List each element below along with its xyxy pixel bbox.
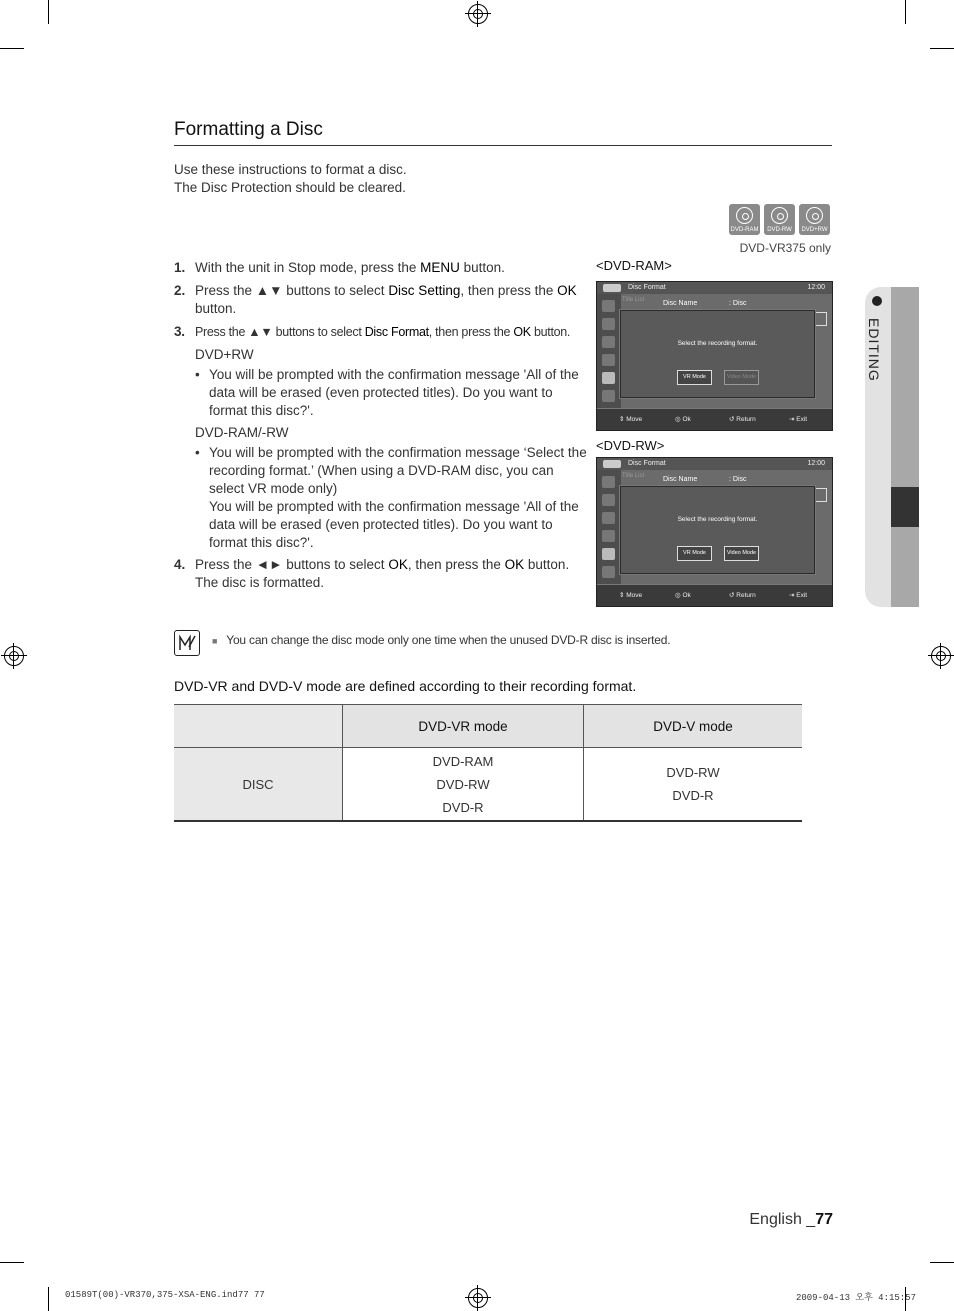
disc-icon: [603, 284, 621, 292]
screen-footer: [597, 584, 832, 607]
menu-sidebar: [597, 470, 621, 584]
mode-table: [174, 704, 802, 822]
list-item: • You will be prompted with the confirmation message ‘Select the recording format.’ (When using a DVD-RAM disc, you can select VR mode only): [195, 445, 587, 496]
gear-icon[interactable]: [602, 390, 615, 402]
vr-mode-button[interactable]: VR Mode: [677, 546, 712, 561]
exit-hint: ⇥ Exit: [789, 416, 808, 423]
chapter-tab-strip: [891, 527, 919, 607]
table-header-v: DVD-V mode: [584, 705, 803, 748]
screen-header: Disc Format 12:00: [597, 282, 832, 294]
table-header-empty: [174, 705, 343, 748]
return-hint: ↺ Return: [729, 416, 756, 423]
intro-text: [174, 161, 407, 197]
timer-icon[interactable]: [602, 354, 615, 366]
dvd-plus-rw-heading: DVD+RW: [195, 347, 254, 362]
ok-hint: ◎ Ok: [675, 416, 691, 423]
step-3: 3. Press the ▲▼ buttons to select Disc Format, then press the OK button.: [174, 324, 571, 339]
format-dialog: [620, 310, 815, 398]
video-mode-button[interactable]: Video Mode: [724, 546, 759, 561]
table-header-row: [174, 705, 802, 748]
disc-setting-icon[interactable]: [602, 548, 615, 560]
registration-mark-icon: [468, 4, 488, 24]
crop-mark: [0, 1262, 24, 1263]
registration-mark-icon: [468, 1288, 488, 1308]
dialog-message: Select the recording format.: [677, 516, 758, 523]
registration-mark-icon: [931, 646, 951, 666]
list-item: • You will be prompted with the confirmation message 'All of the data will be erased (even protected titles). Do you want to format this disc?'.: [195, 367, 579, 418]
chapter-tab-marker: [891, 487, 919, 527]
exit-hint: ⇥ Exit: [789, 592, 808, 599]
dvd-plus-rw-section: [195, 346, 590, 420]
table-cell-v: DVD-RW DVD-R: [584, 748, 803, 822]
video-mode-button[interactable]: Video Mode: [724, 370, 759, 385]
section-subheading: DVD-VR and DVD-V mode are defined according to their recording format.: [174, 678, 637, 694]
step-1: 1. With the unit in Stop mode, press the MENU button.: [174, 260, 505, 275]
move-hint: ⇕ Move: [619, 416, 643, 423]
edit-icon[interactable]: [602, 336, 615, 348]
list-item: You will be prompted with the confirmation message 'All of the data will be erased (even protected titles). Do you want to format this disc?'.: [209, 499, 579, 550]
crop-mark: [905, 0, 906, 24]
tv-screen-dvd-rw: Disc Format 12:00 Title List Disc Name : Disc Select the recording format. VR Mode Video Mode ⇕ Move ◎ Ok ↺ Return ⇥ Exit: [596, 457, 833, 607]
ok-hint: ◎ Ok: [675, 592, 691, 599]
screen-header: Disc Format 12:00: [597, 458, 832, 470]
step-4: 4. Press the ◄► buttons to select OK, then press the OK button. The disc is formatted.: [174, 557, 570, 590]
bullet-icon: [872, 296, 882, 306]
clock: 12:00: [807, 460, 825, 467]
dvd-plus-rw-disc-icon: DVD+RW: [799, 204, 830, 235]
table-header-vr: DVD-VR mode: [343, 705, 584, 748]
playlist-icon[interactable]: [602, 494, 615, 506]
title-list-icon[interactable]: [602, 476, 615, 488]
gear-icon[interactable]: [602, 566, 615, 578]
format-dialog: [620, 486, 815, 574]
clock: 12:00: [807, 284, 825, 291]
move-hint: ⇕ Move: [619, 592, 643, 599]
return-hint: ↺ Return: [729, 592, 756, 599]
menu-sidebar: [597, 294, 621, 408]
note-text: ■ You can change the disc mode only one time when the unused DVD-R disc is inserted.: [212, 633, 671, 647]
crop-mark: [930, 48, 954, 49]
screen-label-dvd-ram: <DVD-RAM>: [596, 258, 672, 273]
crop-mark: [48, 0, 49, 24]
title-list-icon[interactable]: [602, 300, 615, 312]
intro-line-1: Use these instructions to format a disc.: [174, 162, 407, 177]
disc-setting-icon[interactable]: [602, 372, 615, 384]
instruction-steps: [174, 259, 590, 597]
crop-mark: [0, 48, 24, 49]
screen-footer: [597, 408, 832, 431]
chapter-tab-label: EDITING: [866, 318, 882, 382]
disc-type-icons: [729, 204, 830, 235]
vr-mode-button[interactable]: VR Mode: [677, 370, 712, 385]
dvd-ram-rw-heading: DVD-RAM/-RW: [195, 425, 289, 440]
intro-line-2: The Disc Protection should be cleared.: [174, 180, 406, 195]
playlist-icon[interactable]: [602, 318, 615, 330]
dvd-ram-rw-section: [195, 424, 590, 552]
registration-mark-icon: [4, 646, 24, 666]
dvd-ram-disc-icon: DVD-RAM: [729, 204, 760, 235]
chapter-tab-strip: [891, 287, 919, 487]
dvd-rw-disc-icon: DVD-RW: [764, 204, 795, 235]
screen-label-dvd-rw: <DVD-RW>: [596, 438, 665, 453]
table-row: [174, 748, 802, 822]
dialog-message: Select the recording format.: [677, 340, 758, 347]
crop-mark: [930, 1262, 954, 1263]
print-slug-left: 01589T(00)-VR370,375-XSA-ENG.ind77 77: [65, 1290, 265, 1300]
note-icon: [174, 630, 200, 656]
edit-icon[interactable]: [602, 512, 615, 524]
model-note: DVD-VR375 only: [739, 241, 831, 255]
crop-mark: [48, 1287, 49, 1311]
disc-icon: [603, 460, 621, 468]
print-slug-right: 2009-04-13 오후 4:15:57: [795, 1293, 916, 1303]
tv-screen-dvd-ram: Disc Format 12:00 Title List Disc Name : Disc Select the recording format. VR Mode Video Mode ⇕ Move ◎ Ok ↺ Return ⇥ Exit: [596, 281, 833, 431]
title-divider: [174, 145, 832, 146]
table-cell-vr: DVD-RAM DVD-RW DVD-R: [343, 748, 584, 822]
page-title: Formatting a Disc: [174, 119, 323, 140]
page-number: English _77: [749, 1211, 833, 1228]
step-2: 2. Press the ▲▼ buttons to select Disc Setting, then press the OK button.: [174, 283, 577, 316]
table-row-label: DISC: [174, 748, 343, 822]
timer-icon[interactable]: [602, 530, 615, 542]
